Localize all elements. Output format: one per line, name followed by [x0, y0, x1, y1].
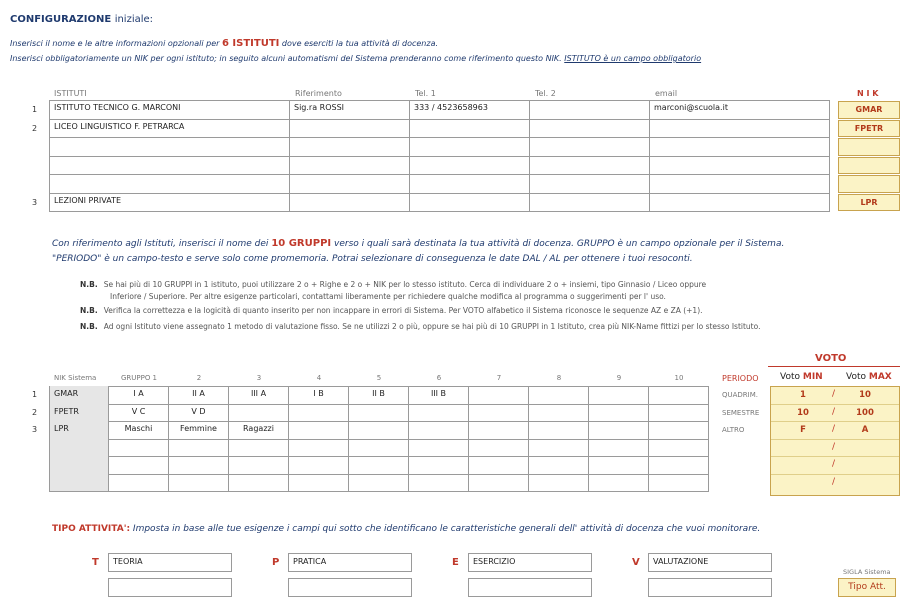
gruppo-cell[interactable]: Maschi: [109, 421, 169, 440]
gruppo-nik-cell[interactable]: [49, 474, 109, 493]
group-header: 5: [376, 374, 382, 382]
voto-max-prefix: Voto: [846, 372, 866, 382]
gruppo-cell[interactable]: [589, 421, 649, 440]
gruppo-cell[interactable]: [229, 439, 289, 458]
note-text: Ad ogni Istituto viene assegnato 1 metodo di valutazione fisso. Se ne utilizzi 2 o più, oppure se hai più di 10 GRUPPI in 1 Istituto, crea più NIK-Name fittizi per lo stesso Istituto.: [103, 322, 761, 331]
nik-cell[interactable]: FPETR: [838, 120, 900, 138]
istituto-tel1-cell[interactable]: [410, 119, 530, 139]
istituto-name-cell[interactable]: LEZIONI PRIVATE: [49, 193, 290, 213]
istituto-ref-cell[interactable]: [290, 174, 410, 194]
nik-header: N I K: [857, 89, 879, 98]
istituto-ref-cell[interactable]: Sig.ra ROSSI: [290, 100, 410, 120]
row-number: 3: [32, 197, 38, 207]
istituto-name-cell[interactable]: [49, 156, 290, 176]
group-header: 7: [496, 374, 502, 382]
gruppo-cell[interactable]: [589, 439, 649, 458]
group-header: GRUPPO 1: [120, 374, 158, 382]
gruppo-cell[interactable]: [529, 474, 589, 493]
nik-sistema-header: NIK Sistema: [54, 374, 97, 382]
row-number: 1: [32, 105, 38, 114]
note-text: Se hai più di 10 GRUPPI in 1 istituto, puoi utilizzare 2 o + Righe e 2 o + NIK per lo stesso istituto. Cerca di individuare 2 o + insiemi, tipo Ginnasio / Liceo oppure: [103, 280, 707, 289]
gruppo-cell[interactable]: [169, 456, 229, 475]
tipo-letter: E: [452, 557, 459, 568]
gruppo-cell[interactable]: II B: [349, 386, 409, 405]
sigla-value: Tipo Att.: [838, 578, 896, 597]
voto-min-label: MIN: [802, 372, 823, 382]
voto-row-divider: [771, 456, 899, 457]
nik-cell[interactable]: [838, 157, 900, 175]
gruppo-cell[interactable]: [589, 474, 649, 493]
gruppo-cell[interactable]: [109, 439, 169, 458]
gruppo-cell[interactable]: [649, 474, 709, 493]
gruppo-cell[interactable]: [109, 474, 169, 493]
nik-cell[interactable]: [838, 138, 900, 156]
gruppo-nik-cell[interactable]: [49, 439, 109, 458]
istituto-email-cell[interactable]: [650, 193, 830, 213]
voto-row-divider: [771, 474, 899, 475]
gruppo-cell[interactable]: [109, 456, 169, 475]
gruppo-cell[interactable]: [529, 421, 589, 440]
gruppo-cell[interactable]: [409, 456, 469, 475]
gruppo-cell[interactable]: [529, 439, 589, 458]
tipo-input[interactable]: ESERCIZIO: [468, 553, 592, 572]
voto-max-cell[interactable]: A: [861, 425, 869, 435]
row-number: 3: [32, 425, 38, 434]
istituto-ref-cell[interactable]: [290, 193, 410, 213]
row-number: 2: [32, 123, 38, 133]
istituto-email-cell[interactable]: [650, 156, 830, 176]
istituto-ref-cell[interactable]: [290, 156, 410, 176]
group-header: 6: [436, 374, 442, 382]
gruppo-cell[interactable]: [289, 421, 349, 440]
gruppo-cell[interactable]: [589, 456, 649, 475]
row-number: 2: [32, 407, 38, 417]
column-header: Riferimento: [295, 89, 342, 98]
group-header: 10: [674, 374, 684, 382]
voto-separator: /: [832, 476, 836, 487]
intro-line-1: [10, 38, 438, 49]
gruppo-cell[interactable]: [469, 456, 529, 475]
voto-separator: /: [832, 424, 836, 434]
istituto-name-cell[interactable]: [49, 137, 290, 157]
note-text: Verifica la correttezza e la logicità di quanto inserito per non incappare in errori di Sistema. Per VOTO alfabetico il Sistema riconosce le sequenze AZ e ZA (+1).: [103, 306, 703, 315]
istituto-ref-cell[interactable]: [290, 119, 410, 139]
gruppo-cell[interactable]: [529, 404, 589, 423]
gruppo-cell[interactable]: Ragazzi: [229, 421, 289, 440]
page-title: [10, 14, 153, 25]
gruppo-nik-cell[interactable]: [49, 456, 109, 475]
gruppo-cell[interactable]: [349, 404, 409, 423]
gruppo-cell[interactable]: [649, 456, 709, 475]
istituto-tel2-cell[interactable]: [530, 193, 650, 213]
gruppo-nik-cell[interactable]: LPR: [49, 421, 109, 440]
tipo-input[interactable]: TEORIA: [108, 553, 232, 572]
istituto-tel1-cell[interactable]: [410, 156, 530, 176]
gruppo-cell[interactable]: III B: [409, 386, 469, 405]
group-header: 4: [316, 374, 322, 382]
gruppo-cell[interactable]: [349, 421, 409, 440]
gruppo-cell[interactable]: [649, 439, 709, 458]
tipo-input[interactable]: VALUTAZIONE: [648, 553, 772, 572]
gruppo-cell[interactable]: [289, 456, 349, 475]
gruppi-count: 10 GRUPPI: [271, 238, 332, 249]
gruppo-cell[interactable]: [589, 404, 649, 423]
gruppo-cell[interactable]: [469, 439, 529, 458]
note-item: [80, 322, 760, 331]
group-header: 9: [616, 374, 622, 382]
tipo-input-secondary[interactable]: [468, 578, 592, 597]
istituto-tel1-cell[interactable]: [410, 137, 530, 157]
gruppo-cell[interactable]: [289, 439, 349, 458]
periodo-cell[interactable]: QUADRIM.: [722, 391, 759, 399]
row-number: 1: [32, 390, 38, 399]
gruppo-cell[interactable]: [469, 421, 529, 440]
gruppo-cell[interactable]: [169, 439, 229, 458]
tipo-letter: V: [632, 557, 640, 568]
gruppo-cell[interactable]: III A: [229, 386, 289, 405]
tipo-label: TIPO ATTIVITA':: [52, 524, 131, 534]
istituto-tel2-cell[interactable]: [530, 174, 650, 194]
tipo-desc: Imposta in base alle tue esigenze i campi qui sotto che identificano le caratteristiche generali dell' attività di docenza che vuoi monitorare.: [132, 524, 761, 534]
group-header: 8: [556, 374, 562, 382]
gruppo-cell[interactable]: [649, 421, 709, 440]
gruppo-cell[interactable]: [229, 456, 289, 475]
intro-text: Inserisci il nome e le altre informazioni opzionali per: [10, 39, 220, 48]
gruppo-cell[interactable]: [529, 456, 589, 475]
istituto-email-cell[interactable]: [650, 119, 830, 139]
gruppo-cell[interactable]: I A: [109, 386, 169, 405]
istituto-tel1-cell[interactable]: [410, 174, 530, 194]
gruppo-cell[interactable]: II A: [169, 386, 229, 405]
gruppo-cell[interactable]: [409, 421, 469, 440]
gruppo-cell[interactable]: [349, 474, 409, 493]
note-item: [80, 280, 706, 289]
gruppo-cell[interactable]: [289, 474, 349, 493]
note-text-cont: Inferiore / Superiore. Per altre esigenze particolari, contattami liberamente per richiedere qualche modifica al programma o suggerimenti per l' uso.: [110, 292, 666, 301]
istituto-tel1-cell[interactable]: 333 / 4523658963: [410, 100, 530, 120]
gruppo-cell[interactable]: [649, 404, 709, 423]
istituto-name-cell[interactable]: LICEO LINGUISTICO F. PETRARCA: [49, 119, 290, 139]
note-label: N.B.: [80, 322, 98, 331]
periodo-header: PERIODO: [722, 374, 759, 383]
voto-max-label: MAX: [868, 372, 892, 382]
gruppo-cell[interactable]: I B: [289, 386, 349, 405]
tipo-input-secondary[interactable]: [648, 578, 772, 597]
periodo-cell[interactable]: SEMESTRE: [722, 408, 760, 417]
gruppo-nik-cell[interactable]: GMAR: [49, 386, 109, 405]
intro-line-2: [10, 54, 701, 63]
gruppo-cell[interactable]: [289, 404, 349, 423]
gruppo-cell[interactable]: [349, 439, 409, 458]
istituto-name-cell[interactable]: ISTITUTO TECNICO G. MARCONI: [49, 100, 290, 120]
voto-separator: /: [832, 389, 836, 399]
voto-row-divider: [771, 404, 899, 405]
periodo-cell[interactable]: ALTRO: [722, 426, 745, 434]
voto-max-cell[interactable]: 100: [856, 407, 874, 418]
gruppo-cell[interactable]: [349, 456, 409, 475]
istituto-tel2-cell[interactable]: [530, 156, 650, 176]
istituto-email-cell[interactable]: [650, 174, 830, 194]
required-note: ISTITUTO è un campo obbligatorio: [564, 54, 702, 63]
nik-cell[interactable]: [838, 175, 900, 193]
gruppo-cell[interactable]: [229, 404, 289, 423]
nik-cell[interactable]: LPR: [838, 194, 900, 212]
voto-separator: /: [832, 441, 836, 452]
gruppo-cell[interactable]: [589, 386, 649, 405]
tipo-input-secondary[interactable]: [288, 578, 412, 597]
voto-max-header: [846, 372, 892, 382]
column-header: ISTITUTI: [54, 89, 87, 98]
voto-min-header: [780, 372, 823, 382]
note-label: N.B.: [80, 280, 98, 289]
note-label: N.B.: [80, 306, 98, 315]
istituto-tel2-cell[interactable]: [530, 119, 650, 139]
gruppi-text: Con riferimento agli Istituti, inserisci il nome dei: [52, 239, 269, 249]
intro-text: dove eserciti la tua attività di docenza.: [281, 39, 439, 48]
column-header: Tel. 2: [535, 89, 556, 98]
gruppi-intro-1: [52, 238, 784, 249]
gruppo-cell[interactable]: [469, 404, 529, 423]
istituto-tel1-cell[interactable]: [410, 193, 530, 213]
voto-row-divider: [771, 421, 899, 422]
gruppo-nik-cell[interactable]: FPETR: [49, 404, 109, 423]
istituto-tel2-cell[interactable]: [530, 137, 650, 157]
intro-text: Inserisci obbligatoriamente un NIK per ogni istituto; in seguito alcuni automatismi del Sistema prenderanno come riferimento questo NIK.: [10, 54, 562, 63]
sigla-label: SIGLA Sistema: [843, 568, 891, 576]
gruppi-text: verso i quali sarà destinata la tua attività di docenza. GRUPPO è un campo opzionale per il Sistema.: [334, 239, 785, 249]
gruppo-cell[interactable]: [649, 386, 709, 405]
column-header: Tel. 1: [415, 89, 436, 98]
voto-min-cell[interactable]: 1: [800, 390, 806, 400]
tipo-input-secondary[interactable]: [108, 578, 232, 597]
voto-row-divider: [771, 439, 899, 440]
gruppo-cell[interactable]: [469, 386, 529, 405]
tipo-input[interactable]: PRATICA: [288, 553, 412, 572]
voto-separator: /: [832, 406, 836, 417]
istituto-email-cell[interactable]: marconi@scuola.it: [650, 100, 830, 120]
column-header: email: [655, 89, 678, 98]
voto-divider: [768, 366, 900, 367]
gruppo-cell[interactable]: Femmine: [169, 421, 229, 440]
voto-title: VOTO: [815, 353, 847, 364]
voto-min-cell[interactable]: 10: [797, 407, 809, 418]
gruppo-cell[interactable]: [229, 474, 289, 493]
voto-min-cell[interactable]: F: [800, 425, 806, 435]
note-item: [80, 306, 703, 315]
gruppo-cell[interactable]: [529, 386, 589, 405]
group-header: 2: [196, 374, 202, 382]
gruppo-cell[interactable]: V D: [169, 404, 229, 423]
gruppo-cell[interactable]: V C: [109, 404, 169, 423]
gruppi-intro-2: "PERIODO" è un campo-testo e serve solo come promemoria. Potrai selezionare di conseguenza le date DAL / AL per ottenere i tuoi resoconti.: [52, 254, 693, 264]
gruppo-cell[interactable]: [469, 474, 529, 493]
voto-max-cell[interactable]: 10: [859, 390, 871, 400]
istituto-name-cell[interactable]: [49, 174, 290, 194]
istituto-tel2-cell[interactable]: [530, 100, 650, 120]
group-header: 3: [256, 374, 262, 382]
istituti-count: 6 ISTITUTI: [221, 38, 280, 49]
istituto-email-cell[interactable]: [650, 137, 830, 157]
istituto-ref-cell[interactable]: [290, 137, 410, 157]
tipo-letter: T: [92, 557, 99, 568]
voto-min-prefix: Voto: [780, 372, 800, 382]
gruppo-cell[interactable]: [409, 474, 469, 493]
gruppo-cell[interactable]: [409, 439, 469, 458]
tipo-letter: P: [272, 557, 280, 568]
gruppo-cell[interactable]: [409, 404, 469, 423]
gruppo-cell[interactable]: [169, 474, 229, 493]
nik-cell[interactable]: GMAR: [838, 101, 900, 119]
tipo-attivita-line: [52, 524, 760, 534]
title-bold: CONFIGURAZIONE: [10, 14, 112, 25]
title-rest: iniziale:: [114, 14, 154, 25]
voto-separator: /: [832, 459, 836, 469]
